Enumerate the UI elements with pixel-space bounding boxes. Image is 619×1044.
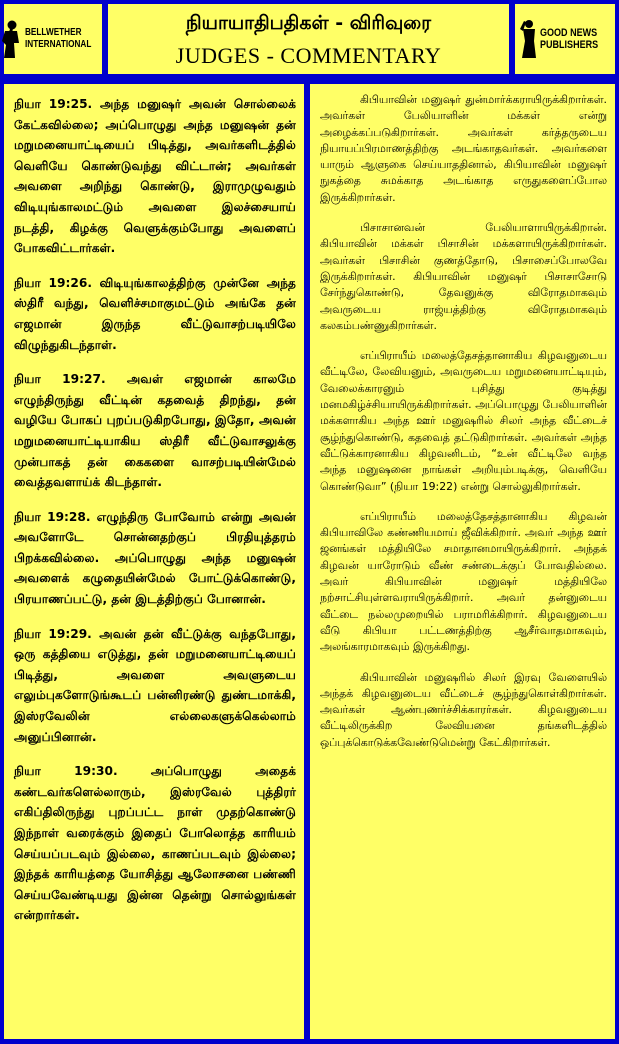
publisher-logo-left [4,4,102,74]
verse-paragraph: நியா 19:30. அப்பொழுது அதைக் கண்டவர்களெல்லாரும், இஸ்ரவேல் புத்திரர் எகிப்திலிருந்து புறப்பட்ட நாள் முதற்கொண்டு இந்நாள் வரைக்கும் இதைப் போலொத்த காரியம் செய்யப்படவும் இல்லை, காணப்படவும் இல்லை; இந்தக் காரியத்தை யோசித்து ஆலோசனை பண்ணி செய்யவேண்டியது இன்ன தென்று சொல்லுங்கள் என்றார்கள். [14,764,296,923]
title-english: JUDGES - COMMENTARY [175,43,442,68]
praying-figure-icon [0,19,22,59]
page-header [108,4,509,74]
publisher-logo-right [515,4,615,74]
commentary-column [310,84,615,1039]
commentary-paragraph: கிபியாவின் மனுஷரில் சிலர் இரவு வேளையில் அந்தக் கிழவனுடைய வீட்டைச் சூழ்ந்துகொள்கிறார்கள். அவர்கள் ஆண்புணர்ச்சிக்காரர்கள். கிழவனுடைய வீட்டிலிருக்கிற லேவியனை தங்களிடத்தில் ஒப்புக்கொடுக்கவேண்டுமென்று கேட்கிறார்கள். [320,670,607,749]
verse-paragraph: நியா 19:26. விடியுங்காலத்திற்கு முன்னே அந்த ஸ்திரீ வந்து, வெளிச்சமாகுமட்டும் அங்கே தன் எஜமான் இருந்த வீட்டுவாசற்படியிலே விழுந்துகிடந்தாள். [14,275,296,352]
logo-right-line1: GOOD NEWS [540,27,598,39]
verses-column [4,84,304,1039]
commentary-paragraph: எப்பிராயீம் மலைத்தேசத்தானாகிய கிழவனுடைய வீட்டிலே, லேவியனும், அவருடைய மறுமனையாட்டியும், வேலைக்காரனும் புசித்து குடித்து மனமகிழ்ச்சியாயிருக்கிறார்கள். அப்பொழுது பேலியாளின் மக்களாகிய அந்த ஊர் மனுஷரில் சிலர் அந்த வீட்டைச் சூழ்ந்துகொண்டு, கதவைத் தட்டுகிறார்கள். அவர்கள் அந்த வீட்டுக்காரனாகிய கிழவனிடம், “உன் வீட்டிலே வந்த அந்த மனுஷனை நாங்கள் அறியும்படிக்கு, வெளியே கொண்டுவா” (நியா 19:22) என்று சொல்லுகிறார்கள். [320,349,607,493]
verse-paragraph: நியா 19:27. அவள் எஜமான் காலமே எழுந்திருந்து வீட்டின் கதவைத் திறந்து, தன் வழியே போகப் புறப்படுகிறபோது, இதோ, அவன் மறுமனையாட்டியாகிய ஸ்திரீ வீட்டுவாசலுக்கு முன்பாகத் தன் கைகளை வாசற்படியின்மேல் வைத்தவளாய்க் கிடந்தாள். [14,372,296,490]
verse-paragraph: நியா 19:29. அவன் தன் வீட்டுக்கு வந்தபோது, ஒரு கத்தியை எடுத்து, தன் மறுமனையாட்டியைப் பிடித்து, அவளை அவளுடைய எலும்புகளோடுங்கூடப் பன்னிரண்டு துண்டமாக்கி, இஸ்ரவேலின் எல்லைகளுக்கெல்லாம் அனுப்பினான். [14,626,296,744]
commentary-paragraph: பிசாசானவன் பேலியாளாயிருக்கிறான். கிபியாவின் மக்கள் பிசாசின் மக்களாயிருக்கிறார்கள். அவர்கள் பிசாசின் குணத்தோடு, பிசாசைப்போலவே இருக்கிறார்கள். கிபியாவின் மனுஷர் பிசாசாசோடு சேர்ந்துகொண்டு, தேவனுக்கு விரோதமாகவும் அவருடைய ராஜ்யத்திற்கு விரோதமாகவும் கலகம்பண்ணுகிறார்கள். [320,221,607,332]
logo-left-line2: INTERNATIONAL [25,39,92,50]
angel-trumpet-icon [519,19,537,59]
logo-left-line1: BELLWETHER [25,27,82,38]
commentary-paragraph: கிபியாவின் மனுஷர் துன்மார்க்கராயிருக்கிறார்கள். அவர்கள் பேலியாளின் மக்கள் என்று அழைக்கப்படுகிறார்கள். அவர்கள் கர்த்தருடைய நியாயப்பிரமாணத்திற்கு அடங்காதவர்கள். அவர்களை யாரும் ஆளுகை செய்யாததினால், கிபியாவின் மனுஷர் நுகத்தை சுமக்காத அடங்காத எருதுகளைப்போல இருக்கிறார்கள். [320,93,607,204]
title-tamil: நியாயாதிபதிகள் - விரிவுரை [185,12,432,34]
commentary-paragraph: எப்பிராயீம் மலைத்தேசத்தானாகிய கிழவன் கிபியாவிலே கண்ணியமாய் ஜீவிக்கிறார். அவர் அந்த ஊர் ஜனங்கள் மத்தியிலே சமாதானமாயிருக்கிறார். அந்தக் கிழவன் யாரோடும் வீண் சண்டைக்குப் போவதில்லை. அவர் கிபியாவின் மனுஷர் மத்தியிலே நற்சாட்சியுள்ளவராயிருக்கிறார். அவர் தன்னுடைய வீட்டை நல்லமுறையில் பராமரிக்கிறார். கிழவனுடைய வீடு கிபியா பட்டணத்திற்கு ஆசீர்வாதமாகவும், அலங்காரமாகவும் இருக்கிறது. [320,509,607,654]
verse-paragraph: நியா 19:25. அந்த மனுஷர் அவன் சொல்லைக் கேட்கவில்லை; அப்பொழுது அந்த மனுஷன் தன் மறுமனையாட்டியைப் பிடித்து, அவர்களிடத்தில் வெளியே கொண்டுவந்து விட்டான்; அவர்கள் அவளை அறிந்து கொண்டு, இராமுழுவதும் விடியுங்காலமட்டும் அவளை இலச்சையாய் நடத்தி, கிழக்கு வெளுக்கும்போது அவளைப் போகவிட்டார்கள். [14,97,296,256]
verse-paragraph: நியா 19:28. எழுந்திரு போவோம் என்று அவன் அவளோடே சொன்னதற்குப் பிரதியுத்தரம் பிறக்கவில்லை. அப்பொழுது அந்த மனுஷன் அவளைக் கழுதையின்மேல் போட்டுக்கொண்டு, பிரயாணப்பட்டு, தன் இடத்திற்குப் போனான். [14,509,296,607]
logo-right-line2: PUBLISHERS [540,39,599,51]
